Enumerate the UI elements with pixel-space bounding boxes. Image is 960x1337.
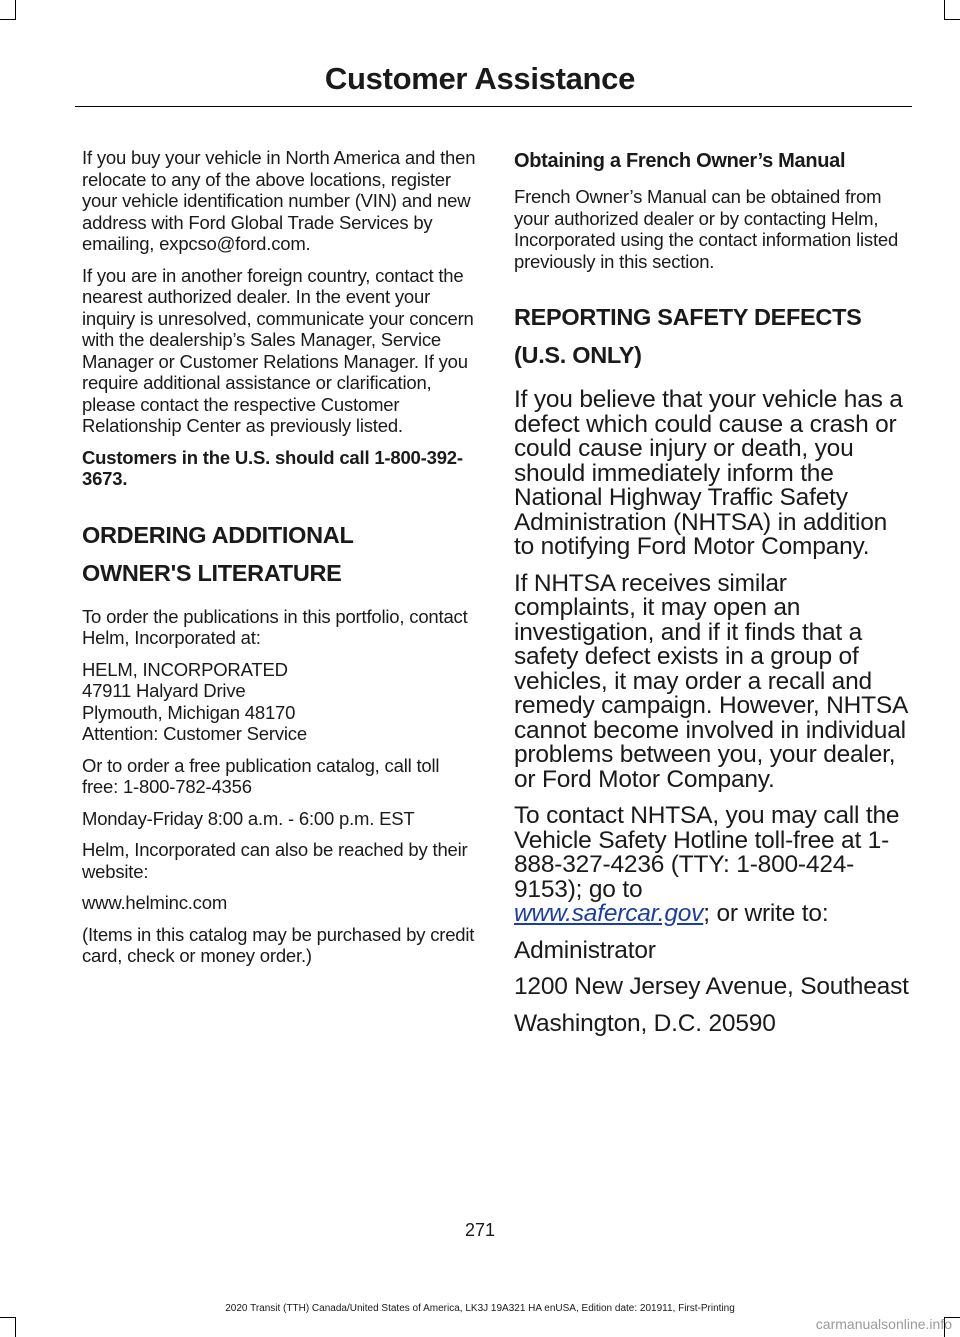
page-title: Customer Assistance [324, 61, 636, 96]
nhtsa-address [514, 936, 910, 1037]
safercar-link[interactable]: www.safercar.gov [514, 900, 704, 927]
section-heading-safety-defects [514, 298, 910, 374]
address-line: Washington, D.C. 20590 [514, 1009, 776, 1037]
page-number: 271 [464, 1220, 496, 1240]
contact-text-end: ; or write to: [703, 900, 829, 927]
safety-body [514, 388, 910, 1036]
right-column [514, 147, 910, 1048]
paragraph-foreign-country: If you are in another foreign country, contact the nearest authorized dealer. In the event your inquiry is unresolved, communicate your concern with the dealership’s Sales Manager, Service Manager or Customer Relations Manager. If you require additional assistance or clarification, please contact the respective Customer Relationship Center as previously listed. [82, 264, 474, 436]
section-heading-ordering [82, 516, 477, 592]
header-divider [75, 106, 912, 107]
paragraph-catalog: Or to order a free publication catalog, call toll free: 1-800-782-4356 [82, 754, 440, 797]
heading-line: REPORTING SAFETY DEFECTS [514, 304, 862, 330]
crop-mark [0, 1317, 15, 1318]
crop-mark [0, 19, 15, 20]
address-line: Administrator [514, 936, 656, 964]
edition-footer: 2020 Transit (TTH) Canada/United States of America, LK3J 19A321 HA enUSA, Edition date: 201911, First-Printing [225, 1303, 735, 1314]
paragraph-nhtsa-complaints: If NHTSA receives similar complaints, it may open an investigation, and if it finds that a safety defect exists in a group of vehicles, it may order a recall and remedy campaign. However, NHTSA cannot become involved in individual problems between you, your dealer, or Ford Motor Company. [514, 569, 907, 793]
crop-mark [945, 19, 960, 20]
paragraph-hours: Monday-Friday 8:00 a.m. - 6:00 p.m. EST [82, 807, 415, 829]
paragraph-website-intro: Helm, Incorporated can also be reached by their website: [82, 839, 468, 882]
crop-mark [944, 0, 945, 20]
watermark: carmanualsonline.info [815, 1316, 952, 1332]
heading-line: ORDERING ADDITIONAL [82, 521, 354, 548]
paragraph-contact-nhtsa [514, 804, 910, 927]
crop-mark [15, 1317, 16, 1337]
paragraph-relocation: If you buy your vehicle in North America and then relocate to any of the above locations, register your vehicle identification number (VIN) and new address with Ford Global Trade Services by emailing, expcso@ford.com. [82, 147, 476, 254]
paragraph-believe-defect: If you believe that your vehicle has a defect which could cause a crash or could cause injury or death, you should immediately inform the National Highway Traffic Safety Administration (NHTSA) in addition to notifying Ford Motor Company. [514, 386, 903, 560]
heading-line: (U.S. ONLY) [514, 342, 642, 368]
crop-mark [15, 0, 16, 20]
paragraph-payment: (Items in this catalog may be purchased by credit card, check or money order.) [82, 923, 475, 966]
address-line: Plymouth, Michigan 48170 [82, 701, 296, 723]
paragraph-us-call: Customers in the U.S. should call 1-800-392-3673. [82, 446, 463, 489]
address-line: 1200 New Jersey Avenue, Southeast [514, 973, 909, 1000]
website-text: www.helminc.com [82, 892, 228, 913]
heading-line: OWNER'S LITERATURE [82, 559, 342, 586]
address-line: Attention: Customer Service [82, 723, 307, 744]
address-block [82, 659, 477, 745]
paragraph-order-publications: To order the publications in this portfolio, contact Helm, Incorporated at: [82, 605, 468, 648]
left-column [82, 147, 477, 977]
subheading-french-manual: Obtaining a French Owner’s Manual [514, 150, 846, 172]
contact-text: To contact NHTSA, you may call the Vehicle Safety Hotline toll-free at 1-888-327-4236 (TTY: 1-800-424-9153); go to [514, 802, 900, 903]
address-line: HELM, INCORPORATED [82, 658, 288, 680]
paragraph-french-manual: French Owner’s Manual can be obtained from your authorized dealer or by contacting Helm, Incorporated using the contact information listed previously in this section. [514, 186, 899, 272]
address-line: 47911 Halyard Drive [82, 680, 246, 701]
